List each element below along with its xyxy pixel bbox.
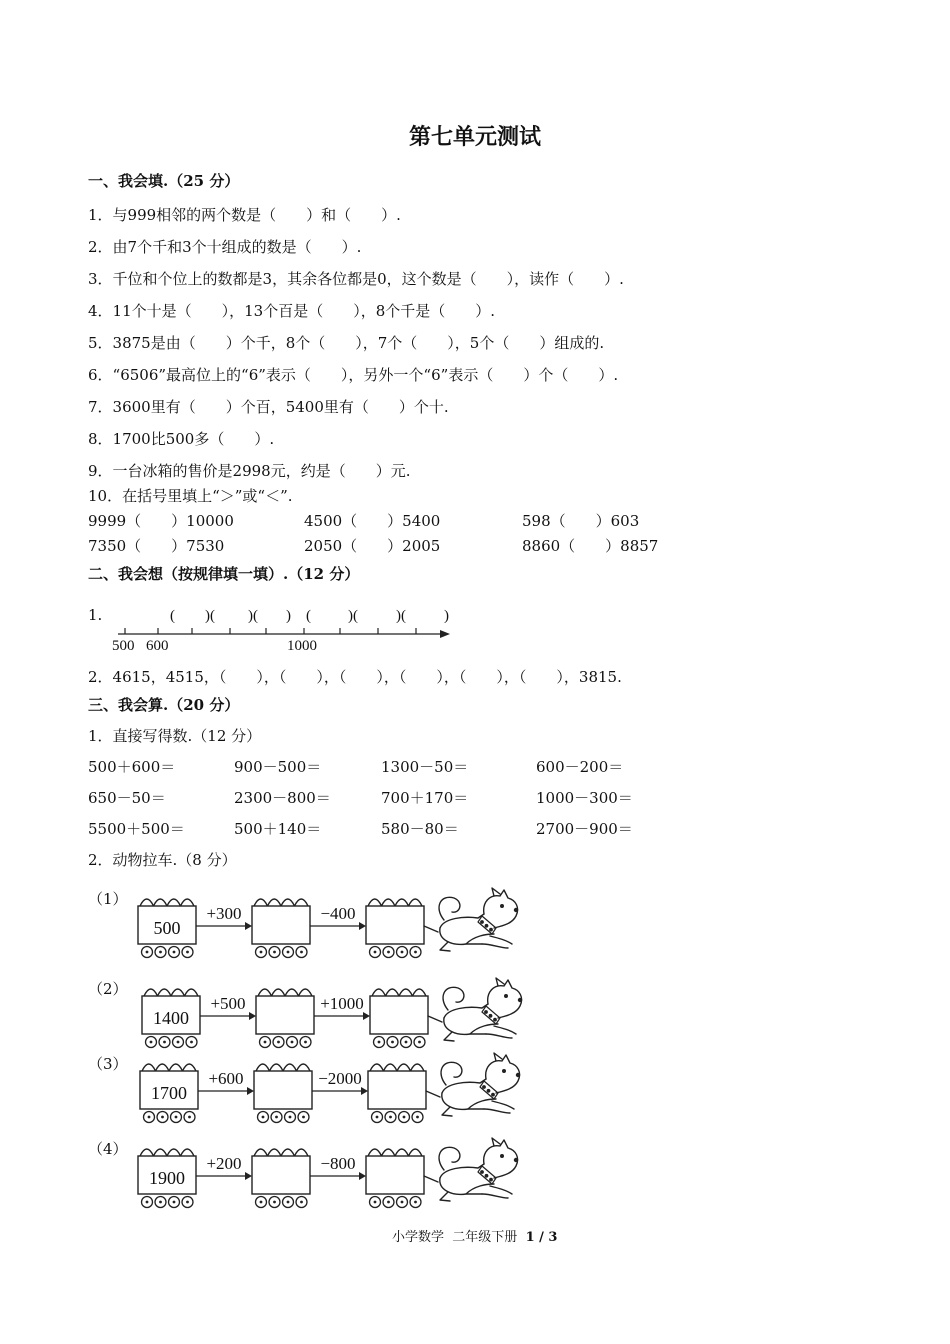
cart: [140, 1064, 198, 1123]
footer-grade: 二年级下册: [452, 1230, 518, 1245]
cart: [252, 899, 310, 958]
number-line-blank: )(: [248, 608, 258, 624]
question-1-5: 5．3875是由（ ）个千，8个（ ），7个（ ），5个（ ）组成的.: [88, 334, 605, 352]
train-row: [134, 978, 534, 1058]
question-1-8: 8．1700比500多（ ）.: [88, 430, 275, 448]
cart: [138, 1149, 196, 1208]
cart-start-value: 1900: [149, 1168, 185, 1188]
cart: [366, 1149, 424, 1208]
cart: [142, 989, 200, 1048]
calc-item: 600－200＝: [536, 758, 624, 776]
train-label: （2）: [88, 980, 128, 998]
question-2-2: 2．4615，4515，（ ），（ ），（ ），（ ），（ ），（ ），3815.: [88, 668, 622, 686]
dog-icon: [424, 1138, 518, 1201]
operation-arrow: [312, 1069, 368, 1095]
train-label: （3）: [88, 1055, 128, 1073]
number-line-tick-label: 1000: [287, 638, 317, 654]
section-2-heading: 二、我会想（按规律填一填）.（12 分）: [88, 565, 360, 583]
compare-item: 2050（ ）2005: [304, 537, 441, 555]
operation-arrow: [310, 1154, 366, 1180]
calc-item: 1000－300＝: [536, 789, 633, 807]
operation-arrow: [200, 994, 256, 1020]
number-line-blank: )(: [396, 608, 406, 624]
cart: [368, 1064, 426, 1123]
operation-arrow: [310, 904, 366, 930]
page-title: 第七单元测试: [408, 124, 541, 150]
train-row: [130, 888, 530, 968]
question-1-6: 6．“6506”最高位上的“6”表示（ ），另外一个“6”表示（ ）个（ ）.: [88, 366, 619, 384]
train-row: [130, 1138, 530, 1218]
train-label: （1）: [88, 890, 128, 908]
operation-label: +500: [210, 994, 246, 1013]
operation-arrow: [196, 1154, 252, 1180]
question-2-1-label: 1.: [88, 606, 103, 624]
calc-item: 2300－800＝: [234, 789, 331, 807]
number-line-blank: ): [444, 608, 449, 624]
question-1-10: 10．在括号里填上“＞”或“＜”.: [88, 487, 293, 505]
section-3-heading: 三、我会算.（20 分）: [88, 696, 240, 714]
number-line-blank: )(: [205, 608, 215, 624]
compare-item: 8860（ ）8857: [522, 537, 659, 555]
dog-icon: [424, 888, 518, 951]
calc-item: 700＋170＝: [381, 789, 469, 807]
dog-icon: [426, 1053, 520, 1116]
number-line-tick-label: 600: [146, 638, 169, 654]
cart: [370, 989, 428, 1048]
cart: [254, 1064, 312, 1123]
footer: [392, 1229, 557, 1247]
operation-label: +300: [206, 904, 242, 923]
operation-label: −2000: [318, 1069, 362, 1088]
number-line-blank: (: [306, 608, 311, 624]
cart-start-value: 500: [153, 918, 181, 938]
question-1-2: 2．由7个千和3个十组成的数是（ ）.: [88, 238, 362, 256]
cart: [366, 899, 424, 958]
number-line-tick-label: 500: [112, 638, 135, 654]
question-3-1: 1．直接写得数.（12 分）: [88, 727, 262, 745]
operation-arrow: [314, 994, 370, 1020]
question-1-1: 1．与999相邻的两个数是（ ）和（ ）.: [88, 206, 401, 224]
calc-item: 2700－900＝: [536, 820, 633, 838]
calc-item: 900－500＝: [234, 758, 322, 776]
question-1-9: 9．一台冰箱的售价是2998元，约是（ ）元.: [88, 462, 411, 480]
cart-start-value: 1400: [153, 1008, 189, 1028]
operation-label: −400: [320, 904, 356, 923]
compare-item: 4500（ ）5400: [304, 512, 441, 530]
cart: [138, 899, 196, 958]
section-1-heading: 一、我会填.（25 分）: [88, 172, 240, 190]
number-line: [110, 600, 460, 660]
operation-arrow: [196, 904, 252, 930]
train-row: [132, 1053, 532, 1133]
footer-subject: 小学数学: [392, 1230, 445, 1245]
calc-item: 1300－50＝: [381, 758, 469, 776]
question-1-3: 3．千位和个位上的数都是3，其余各位都是0，这个数是（ ），读作（ ）.: [88, 270, 624, 288]
number-line-blank: (: [170, 608, 175, 624]
operation-label: +1000: [320, 994, 364, 1013]
cart: [252, 1149, 310, 1208]
calc-item: 500＋600＝: [88, 758, 176, 776]
cart-start-value: 1700: [151, 1083, 187, 1103]
compare-item: 598（ ）603: [522, 512, 640, 530]
calc-item: 500＋140＝: [234, 820, 322, 838]
compare-item: 9999（ ）10000: [88, 512, 234, 530]
operation-arrow: [198, 1069, 254, 1095]
operation-label: +200: [206, 1154, 242, 1173]
calc-item: 650－50＝: [88, 789, 166, 807]
calc-item: 580－80＝: [381, 820, 459, 838]
cart: [256, 989, 314, 1048]
footer-page: 1 / 3: [525, 1230, 558, 1245]
calc-item: 5500＋500＝: [88, 820, 185, 838]
operation-label: +600: [208, 1069, 244, 1088]
compare-item: 7350（ ）7530: [88, 537, 225, 555]
operation-label: −800: [320, 1154, 356, 1173]
question-1-4: 4．11个十是（ ），13个百是（ ），8个千是（ ）.: [88, 302, 496, 320]
number-line-blank: )(: [348, 608, 358, 624]
number-line-blank: ): [286, 608, 291, 624]
question-3-2: 2．动物拉车.（8 分）: [88, 851, 237, 869]
dog-icon: [428, 978, 522, 1041]
question-1-7: 7．3600里有（ ）个百，5400里有（ ）个十.: [88, 398, 449, 416]
number-line-arrow: [440, 630, 450, 638]
train-label: （4）: [88, 1140, 128, 1158]
